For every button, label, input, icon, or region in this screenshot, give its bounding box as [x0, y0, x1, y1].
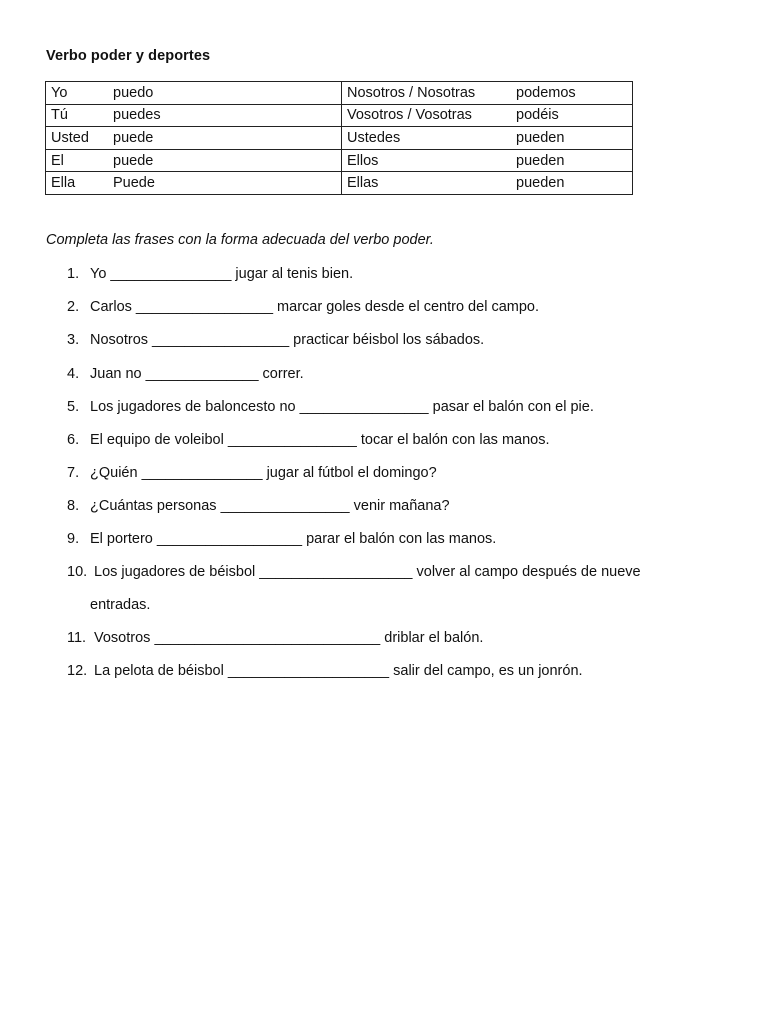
table-row: [46, 172, 633, 195]
worksheet-title: Verbo poder y deportes: [46, 48, 211, 64]
verb-form: puedo: [113, 84, 154, 101]
pronoun: Nosotros / Nosotras: [347, 84, 476, 101]
exercise-text: El portero __________________ parar el balón con las manos.: [90, 531, 497, 547]
pronoun: Tú: [51, 107, 68, 124]
exercise-text: Los jugadores de baloncesto no ________________ pasar el balón con el pie.: [90, 399, 594, 415]
table-row: [46, 82, 633, 105]
exercise-number: 2.: [67, 299, 80, 315]
exercise-number: 3.: [67, 332, 80, 348]
table-cell: [342, 127, 633, 150]
exercise-text: entradas.: [90, 597, 151, 613]
pronoun: Ellas: [347, 175, 379, 192]
verb-form: Puede: [113, 175, 155, 192]
exercise-text: Yo _______________ jugar al tenis bien.: [90, 266, 354, 282]
pronoun: Vosotros / Vosotras: [347, 107, 472, 124]
verb-form: puede: [113, 152, 154, 169]
verb-form: pueden: [516, 129, 565, 146]
verb-form: podemos: [516, 84, 576, 101]
exercise-number: 9.: [67, 531, 80, 547]
exercise-number: 4.: [67, 366, 80, 382]
exercise-number: 11.: [67, 630, 87, 646]
table-cell: [46, 104, 342, 127]
table-row: [46, 104, 633, 127]
exercise-number: 1.: [67, 266, 80, 282]
table-row: [46, 127, 633, 150]
exercise-text: ¿Quién _______________ jugar al fútbol el domingo?: [90, 465, 437, 481]
verb-form: puedes: [113, 107, 161, 124]
exercise-text: Los jugadores de béisbol ___________________ volver al campo después de nueve: [94, 564, 641, 580]
exercise-number: 5.: [67, 399, 80, 415]
table-cell: [46, 149, 342, 172]
verb-form: pueden: [516, 175, 565, 192]
exercise-text: La pelota de béisbol ____________________ salir del campo, es un jonrón.: [94, 663, 583, 679]
pronoun: Ellos: [347, 152, 379, 169]
conjugation-table: [45, 81, 633, 195]
pronoun: Ella: [51, 175, 76, 192]
verb-form: podéis: [516, 107, 559, 124]
table-cell: [342, 172, 633, 195]
exercise-text: El equipo de voleibol ________________ tocar el balón con las manos.: [90, 432, 550, 448]
exercise-number: 10.: [67, 564, 88, 580]
instructions-text: Completa las frases con la forma adecuada del verbo poder.: [46, 232, 434, 248]
exercise-number: 12.: [67, 663, 88, 679]
table-cell: [46, 82, 342, 105]
exercise-text: Vosotros ____________________________ driblar el balón.: [94, 630, 484, 646]
exercise-number: 8.: [67, 498, 80, 514]
exercise-text: Carlos _________________ marcar goles desde el centro del campo.: [90, 299, 539, 315]
exercise-text: ¿Cuántas personas ________________ venir mañana?: [90, 498, 450, 514]
verb-form: puede: [113, 129, 154, 146]
pronoun: Yo: [51, 84, 68, 101]
pronoun: El: [51, 152, 64, 169]
verb-form: pueden: [516, 152, 565, 169]
table-cell: [342, 82, 633, 105]
table-cell: [46, 127, 342, 150]
pronoun: Ustedes: [347, 129, 401, 146]
table-row: [46, 149, 633, 172]
pronoun: Usted: [51, 129, 89, 146]
exercise-text: Nosotros _________________ practicar béisbol los sábados.: [90, 332, 485, 348]
exercise-number: 7.: [67, 465, 80, 481]
table-cell: [342, 104, 633, 127]
table-cell: [46, 172, 342, 195]
table-cell: [342, 149, 633, 172]
exercise-text: Juan no ______________ correr.: [90, 366, 304, 382]
exercise-number: 6.: [67, 432, 80, 448]
